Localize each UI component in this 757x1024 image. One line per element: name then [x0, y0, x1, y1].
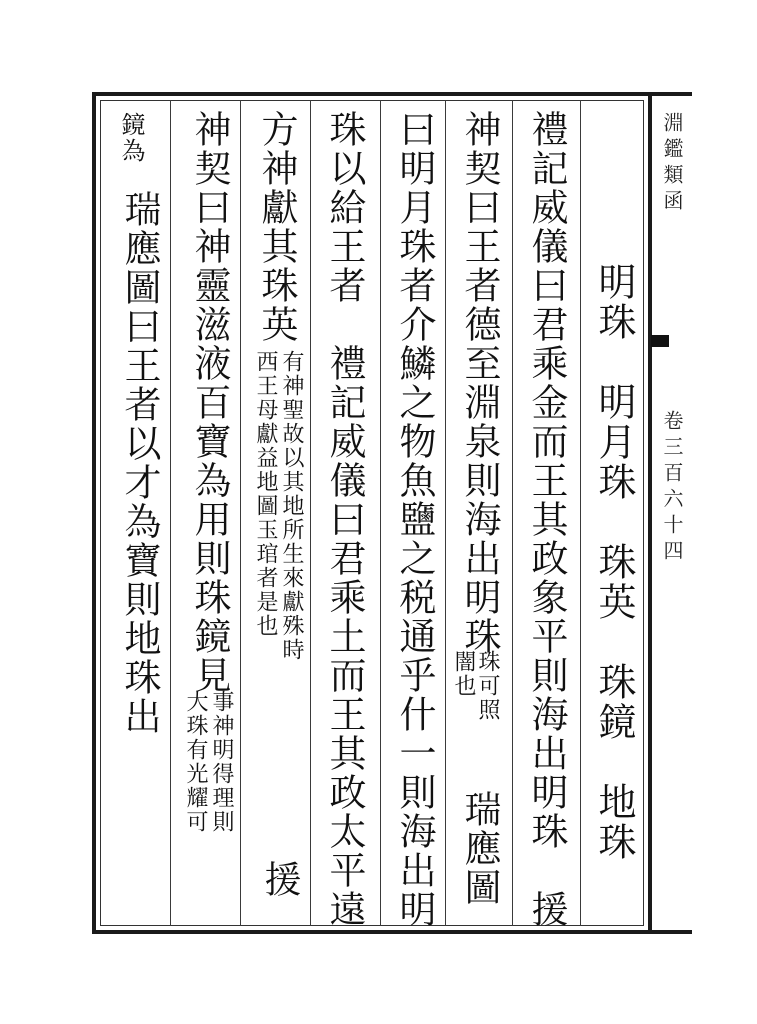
- annotation: 鏡為: [117, 112, 145, 164]
- text-column-3: 曰明月珠者介鱗之物魚鹽之税通乎什一則海出明: [393, 110, 436, 929]
- column-rule: [380, 100, 381, 926]
- entry-heading: 明珠 明月珠 珠英 珠鏡 地珠: [592, 262, 636, 862]
- text-column-4: 珠以給王者 禮記威儀曰君乘土而王其政太平遠: [323, 110, 366, 929]
- column-rule: [512, 100, 513, 926]
- margin-volume: 卷三百六十四: [660, 410, 684, 566]
- column-rule: [445, 100, 446, 926]
- fish-tail-mark: [651, 335, 669, 347]
- column-rule: [580, 100, 581, 926]
- annotation-right: 珠可照: [475, 650, 500, 722]
- text-column-5-tail: 援: [258, 860, 301, 899]
- text-column-2-tail: 瑞應圖: [458, 790, 501, 907]
- text-column-1: 禮記威儀曰君乘金而王其政象平則海出明珠 援: [525, 110, 568, 929]
- text-column-7: 瑞應圖曰王者以才為寶則地珠出: [118, 190, 161, 736]
- column-rule: [240, 100, 241, 926]
- annotation-right: 事神明得理則: [209, 690, 234, 834]
- annotation-right: 有神聖故以其地所生來獻殊時: [279, 350, 304, 662]
- annotation-left: 闇也: [451, 650, 476, 698]
- text-column-2: 神契曰王者德至淵泉則海出明珠: [458, 110, 501, 656]
- text-column-5: 方神獻其珠英: [255, 110, 298, 344]
- margin-book-title: 淵鑑類函: [660, 112, 684, 216]
- column-rule: [170, 100, 171, 926]
- annotation-left: 西王母獻益地圖玉琯者是也: [253, 350, 278, 638]
- column-rule: [310, 100, 311, 926]
- text-column-6: 神契曰神靈滋液百寶為用則珠鏡見: [188, 110, 231, 695]
- annotation-left: 大珠有光耀可: [183, 690, 208, 834]
